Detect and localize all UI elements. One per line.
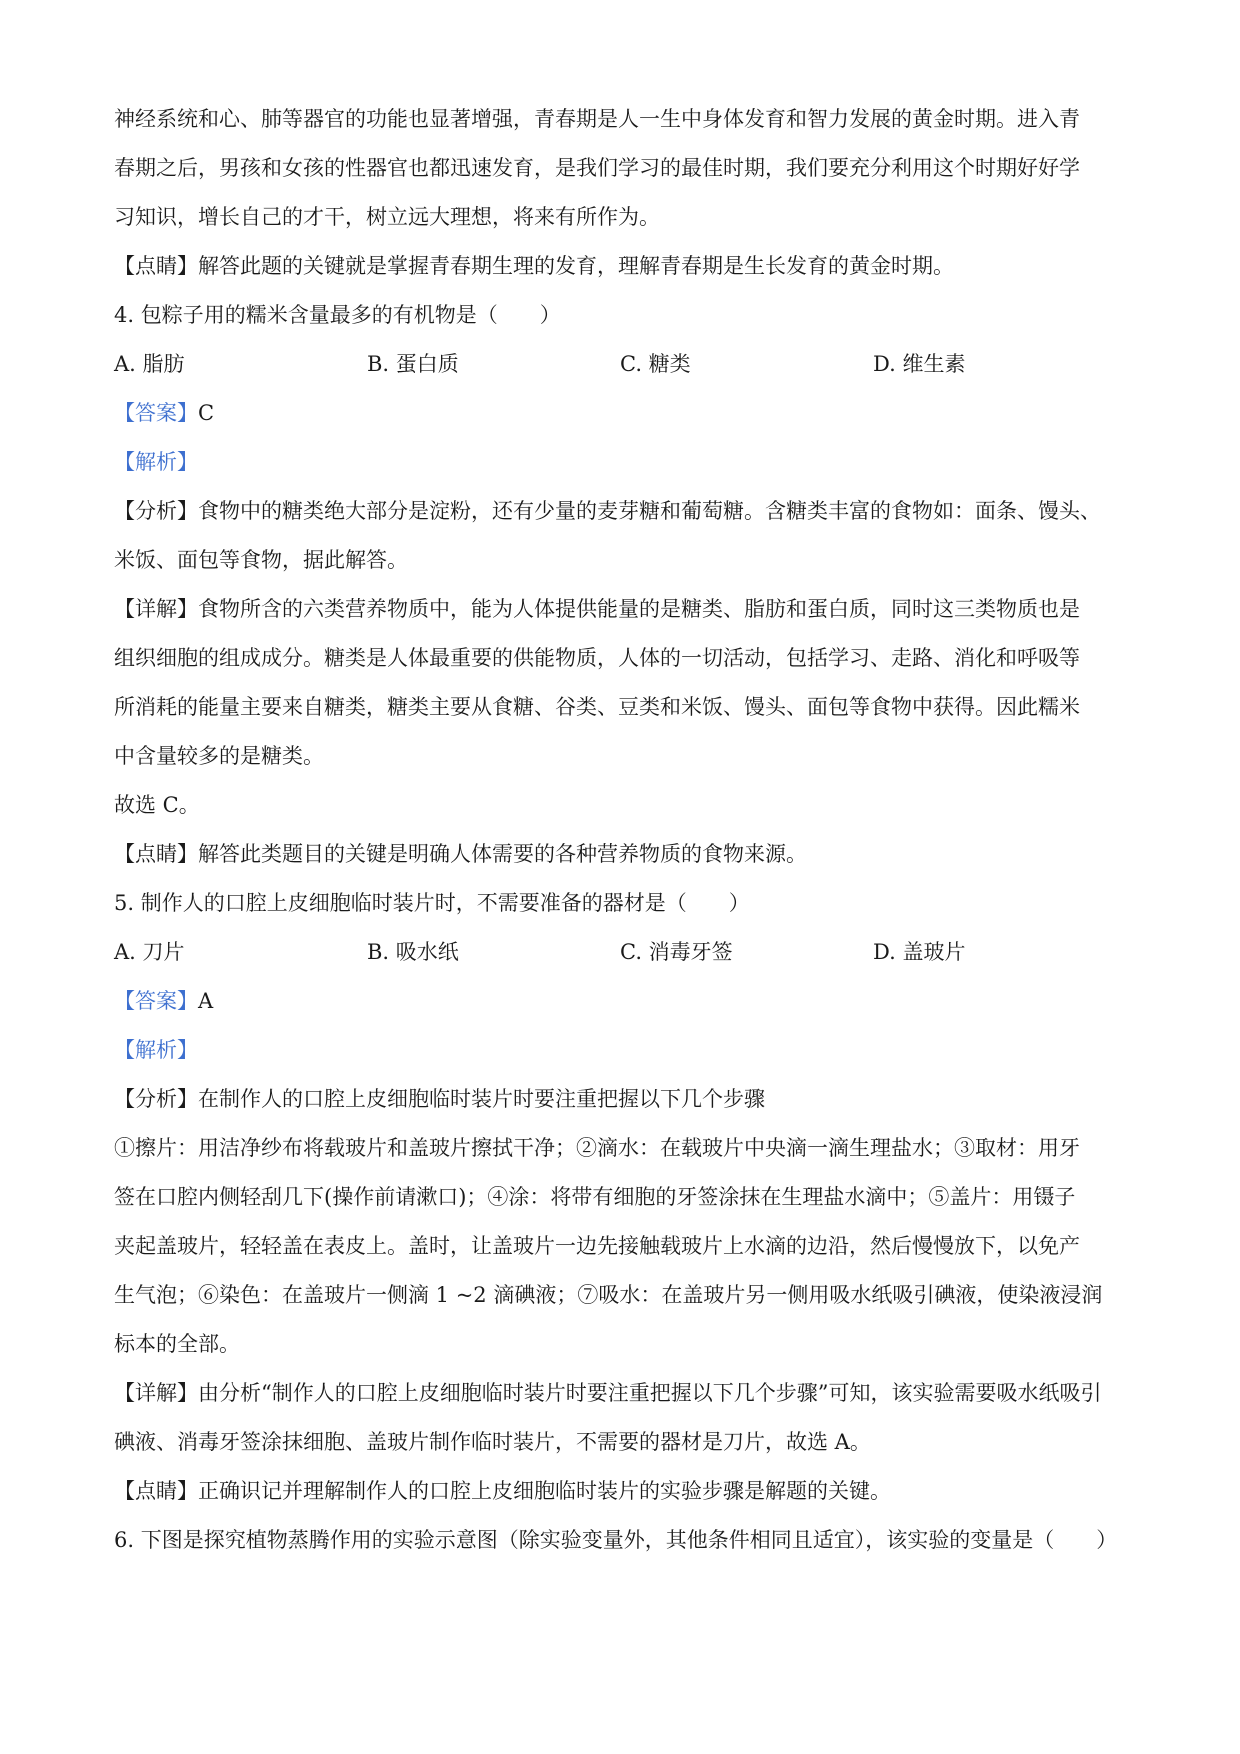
q5-analysis-tag: 【解析】 xyxy=(114,1038,198,1062)
q5-answer-tag: 【答案】 xyxy=(114,989,198,1013)
q4-answer-value: C xyxy=(198,401,215,425)
intro-line-1: 神经系统和心、肺等器官的功能也显著增强，青春期是人一生中身体发育和智力发展的黄金时期。进入青 xyxy=(114,107,1080,131)
q5-fenxi-line-6: 标本的全部。 xyxy=(114,1332,240,1356)
q5-fenxi-line-1: 【分析】在制作人的口腔上皮细胞临时装片时要注重把握以下几个步骤 xyxy=(114,1087,765,1111)
page-content xyxy=(114,95,1126,1565)
q5-options xyxy=(114,928,1126,977)
q5-answer xyxy=(114,977,1126,1026)
q4-choice: 故选 C。 xyxy=(114,793,200,817)
q5-xiangjie-line-1: 【详解】由分析“制作人的口腔上皮细胞临时装片时要注重把握以下几个步骤”可知，该实验需要吸水纸吸引 xyxy=(114,1381,1102,1405)
q4-stem: 4. 包粽子用的糯米含量最多的有机物是（ ） xyxy=(114,303,561,327)
q4-fenxi-line-1: 【分析】食物中的糖类绝大部分是淀粉，还有少量的麦芽糖和葡萄糖。含糖类丰富的食物如：面条、馒头、 xyxy=(114,499,1101,523)
intro-line-3: 习知识，增长自己的才干，树立远大理想，将来有所作为。 xyxy=(114,205,660,229)
q4-comment: 【点睛】解答此类题目的关键是明确人体需要的各种营养物质的食物来源。 xyxy=(114,842,807,866)
q5-fenxi-line-5: 生气泡；⑥染色：在盖玻片一侧滴 1 ~2 滴碘液；⑦吸水：在盖玻片另一侧用吸水纸吸引碘液，使染液浸润 xyxy=(114,1283,1103,1307)
q5-option-c: C. 消毒牙签 xyxy=(620,940,733,964)
q4-options xyxy=(114,340,1126,389)
q4-analysis-tag: 【解析】 xyxy=(114,450,198,474)
intro-line-2: 春期之后，男孩和女孩的性器官也都迅速发育，是我们学习的最佳时期，我们要充分利用这个时期好好学 xyxy=(114,156,1080,180)
q5-stem: 5. 制作人的口腔上皮细胞临时装片时，不需要准备的器材是（ ） xyxy=(114,891,750,915)
q4-xiangjie-line-1: 【详解】食物所含的六类营养物质中，能为人体提供能量的是糖类、脂肪和蛋白质，同时这三类物质也是 xyxy=(114,597,1080,621)
q5-option-b: B. 吸水纸 xyxy=(367,940,459,964)
q4-option-b: B. 蛋白质 xyxy=(367,352,459,376)
q4-xiangjie-line-4: 中含量较多的是糖类。 xyxy=(114,744,324,768)
q4-answer xyxy=(114,389,1126,438)
q4-xiangjie-line-3: 所消耗的能量主要来自糖类，糖类主要从食糖、谷类、豆类和米饭、馒头、面包等食物中获得。因此糯米 xyxy=(114,695,1080,719)
q5-option-d: D. 盖玻片 xyxy=(873,940,966,964)
q6-stem: 6. 下图是探究植物蒸腾作用的实验示意图（除实验变量外，其他条件相同且适宜），该实验的变量是（ ） xyxy=(114,1528,1118,1552)
q5-answer-value: A xyxy=(198,989,214,1013)
q5-fenxi-line-2: ①擦片：用洁净纱布将载玻片和盖玻片擦拭干净；②滴水：在载玻片中央滴一滴生理盐水；③取材：用牙 xyxy=(114,1136,1080,1160)
q4-fenxi-line-2: 米饭、面包等食物，据此解答。 xyxy=(114,548,408,572)
q4-xiangjie-line-2: 组织细胞的组成成分。糖类是人体最重要的供能物质，人体的一切活动，包括学习、走路、消化和呼吸等 xyxy=(114,646,1080,670)
q5-fenxi-line-4: 夹起盖玻片，轻轻盖在表皮上。盖时，让盖玻片一边先接触载玻片上水滴的边沿，然后慢慢放下，以免产 xyxy=(114,1234,1080,1258)
q4-answer-tag: 【答案】 xyxy=(114,401,198,425)
q4-option-a: A. 脂肪 xyxy=(114,352,185,376)
q5-option-a: A. 刀片 xyxy=(114,940,185,964)
q3-comment: 【点睛】解答此题的关键就是掌握青春期生理的发育，理解青春期是生长发育的黄金时期。 xyxy=(114,254,954,278)
q4-option-c: C. 糖类 xyxy=(620,352,691,376)
q5-fenxi-line-3: 签在口腔内侧轻刮几下(操作前请漱口)；④涂：将带有细胞的牙签涂抹在生理盐水滴中；⑤盖片：用镊子 xyxy=(114,1185,1076,1209)
q5-comment: 【点睛】正确识记并理解制作人的口腔上皮细胞临时装片的实验步骤是解题的关键。 xyxy=(114,1479,891,1503)
q4-option-d: D. 维生素 xyxy=(873,352,966,376)
q5-xiangjie-line-2: 碘液、消毒牙签涂抹细胞、盖玻片制作临时装片，不需要的器材是刀片，故选 A。 xyxy=(114,1430,871,1454)
